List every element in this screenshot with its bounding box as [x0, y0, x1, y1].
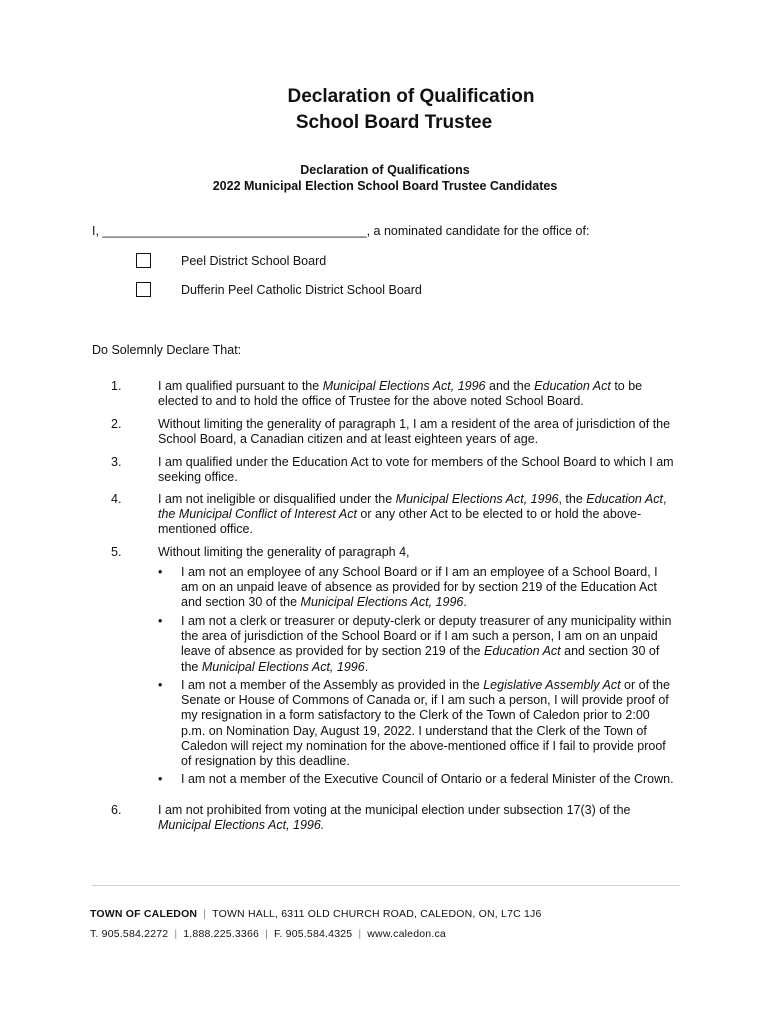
candidate-name-line[interactable]: I, ______________________________________, a nominated candidate for the office of: — [92, 224, 590, 238]
text: and section 30 of — [560, 644, 660, 659]
footer-org: TOWN OF CALEDON — [90, 908, 198, 920]
text: seeking office. — [158, 470, 238, 485]
declaration-item-5: Without limiting the generality of paragraph 4, — [158, 545, 410, 559]
act-name: Education Act — [586, 492, 663, 506]
option-label-peel-district: Peel District School Board — [181, 254, 327, 268]
bullet-item-4: I am not a member of the Executive Council of Ontario or a federal Minister of the Crown. — [181, 772, 674, 786]
text: p.m. on Nomination Day, August 19, 2022. I understand that the Clerk of the Town of — [181, 723, 647, 738]
declaration-item-2 — [158, 417, 683, 447]
text: of resignation by this deadline. — [181, 754, 350, 769]
item-number: 5. — [111, 545, 122, 559]
item-number: 2. — [111, 417, 122, 431]
declaration-item-6 — [158, 803, 683, 833]
text: the area of jurisdiction of the School Board or if I am such a person, I am on an unpaid — [181, 629, 658, 644]
separator: | — [203, 908, 207, 920]
footer-website-link[interactable]: www.caledon.ca — [367, 928, 446, 940]
bullet-item-2 — [181, 614, 681, 675]
document-title-line2: School Board Trustee — [295, 112, 493, 133]
checkbox-peel-district[interactable] — [136, 253, 151, 268]
bullet-icon: • — [158, 678, 163, 692]
footer-line-1 — [90, 908, 542, 920]
act-name: Education Act — [534, 379, 611, 393]
text: Caledon will reject my nomination for the above-mentioned office if I fail to provide proof — [181, 738, 666, 753]
bullet-icon: • — [158, 614, 163, 628]
document-title: Declaration of Qualification — [287, 86, 535, 107]
item-number: 4. — [111, 492, 122, 506]
footer-divider — [92, 885, 680, 886]
item-number: 6. — [111, 803, 122, 817]
declaration-item-1 — [158, 379, 683, 409]
text: I am not prohibited from voting at the municipal election under subsection 17(3) of the — [158, 803, 631, 817]
text: , the — [558, 492, 587, 506]
bullet-icon: • — [158, 772, 163, 786]
text: I am not an employee of any School Board or if I am an employee of a School Board, I — [181, 565, 658, 579]
separator: | — [358, 928, 362, 940]
footer-tollfree: 1.888.225.3366 — [183, 928, 260, 940]
bullet-item-1 — [181, 565, 681, 611]
text: my resignation in a form satisfactory to the Clerk of the Town of Caledon prior to 2:00 — [181, 708, 650, 723]
footer-line-2 — [90, 928, 446, 940]
option-label-dufferin-peel-catholic: Dufferin Peel Catholic District School Board — [181, 283, 422, 297]
text: leave of absence as provided for by section 219 of the — [181, 644, 484, 659]
footer-fax: F. 905.584.4325 — [274, 928, 353, 940]
text: Without limiting the generality of paragraph 1, I am a resident of the area of jurisdiction of the — [158, 417, 671, 431]
text: I am not ineligible or disqualified under the — [158, 492, 396, 506]
text: and the — [485, 379, 535, 393]
act-name: the Municipal Conflict of Interest Act — [158, 507, 357, 522]
text: I am not a clerk or treasurer or deputy-clerk or deputy treasurer of any municipality within — [181, 614, 672, 628]
text: and section 30 of the — [181, 595, 301, 610]
text: , — [662, 492, 667, 506]
act-name: Municipal Elections Act, 1996 — [300, 595, 464, 610]
text: . — [364, 659, 369, 674]
bullet-icon: • — [158, 565, 163, 579]
item-number: 1. — [111, 379, 122, 393]
checkbox-dufferin-peel-catholic[interactable] — [136, 282, 151, 297]
document-subtitle: Declaration of Qualifications — [300, 163, 470, 177]
declaration-item-4 — [158, 492, 683, 538]
text: to be — [610, 379, 643, 393]
text: . — [463, 595, 467, 610]
text: Senate or House of Commons of Canada or, if I am such a person, I will provide proof of — [181, 693, 669, 708]
act-name: Municipal Elections Act, 1996. — [158, 818, 325, 833]
act-name: Municipal Elections Act, 1996 — [322, 379, 486, 393]
text: I am qualified under the Education Act to vote for members of the School Board to which I am — [158, 455, 674, 469]
separator: | — [265, 928, 268, 940]
footer-phone: T. 905.584.2272 — [90, 928, 169, 940]
act-name: Municipal Elections Act, 1996 — [201, 659, 365, 674]
declare-heading: Do Solemnly Declare That: — [92, 343, 242, 357]
declaration-item-3 — [158, 455, 683, 485]
text: elected to and to hold the office of Trustee for the above noted School Board. — [158, 394, 584, 409]
footer-address: TOWN HALL, 6311 OLD CHURCH ROAD, CALEDON, ON, L7C 1J6 — [212, 908, 542, 920]
act-name: Education Act — [483, 644, 561, 659]
bullet-item-3 — [181, 678, 681, 769]
text: or any other Act to be elected to or hold the above- — [356, 507, 642, 522]
text: I am not a member of the Assembly as provided in the — [181, 678, 484, 692]
text: I am qualified pursuant to the — [158, 379, 323, 393]
text: the — [181, 659, 202, 674]
separator: | — [174, 928, 178, 940]
text: am on an unpaid leave of absence as provided for by section 219 of the Education Act — [181, 580, 658, 595]
act-name: Legislative Assembly Act — [483, 678, 621, 692]
text: or of the — [620, 678, 670, 692]
item-number: 3. — [111, 455, 122, 469]
act-name: Municipal Elections Act, 1996 — [395, 492, 559, 506]
text: mentioned office. — [158, 522, 253, 537]
document-subtitle-line2: 2022 Municipal Election School Board Trustee Candidates — [212, 179, 558, 193]
text: School Board, a Canadian citizen and at least eighteen years of age. — [158, 432, 539, 447]
